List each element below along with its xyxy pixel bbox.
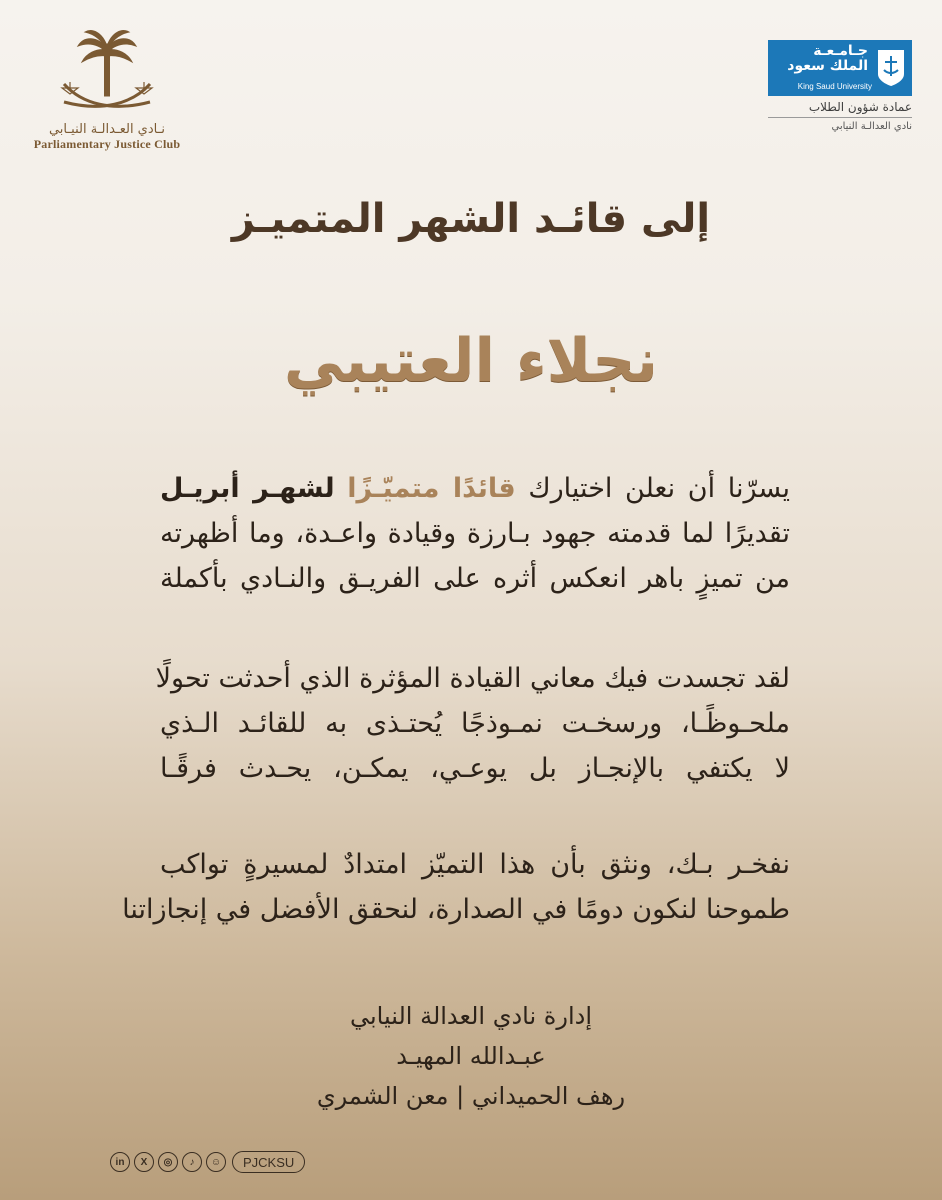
paragraph1-line3: من تميزٍ باهر انعكس أثره على الفريـق والنـادي بأكملة bbox=[160, 563, 790, 594]
palm-swords-emblem-icon bbox=[52, 28, 162, 120]
club-logo bbox=[32, 28, 182, 158]
x-icon[interactable]: X bbox=[134, 1152, 154, 1172]
ksu-logo bbox=[768, 40, 912, 132]
paragraph3-line1: نفخـر بـك، ونثق بأن هذا التميّز امتدادٌ لمسيرةٍ تواكب bbox=[160, 849, 790, 880]
ksu-arabic-line1: جـامـعـة bbox=[813, 43, 868, 59]
ksu-logo-box bbox=[768, 40, 912, 96]
linkedin-icon[interactable]: in bbox=[110, 1152, 130, 1172]
paragraph2-line1: لقد تجسدت فيك معاني القيادة المؤثرة الذي أحدثت تحولًا bbox=[155, 663, 790, 694]
paragraph1-line2: تقديرًا لما قدمته جهود بـارزة وقيادة واعـدة، وما أظهرته bbox=[160, 518, 790, 549]
paragraph1-line1-pre: يسرّنا أن نعلن اختيارك bbox=[528, 473, 790, 504]
social-links bbox=[110, 1150, 305, 1174]
instagram-icon[interactable]: ◎ bbox=[158, 1152, 178, 1172]
paragraph2-line2: ملحـوظًـا، ورسخـت نمـوذجًا يُحتـذى به للقائـد الـذي bbox=[160, 708, 790, 739]
club-name-arabic: نـادي العـدالـة النيـابي bbox=[48, 122, 166, 137]
honoree-name: نجلاء العتيبي bbox=[283, 326, 659, 396]
signature-management: إدارة نادي العدالة النيابي bbox=[349, 1002, 592, 1030]
highlight-outstanding-leader: قائدًا متميّـزًا bbox=[347, 473, 516, 504]
signature-block bbox=[0, 996, 942, 1116]
club-name-english: Parliamentary Justice Club bbox=[33, 137, 181, 151]
ksu-emblem-icon bbox=[876, 48, 906, 88]
signature-president: عبـدالله المهيـد bbox=[396, 1042, 546, 1070]
paragraph1-line1-post: لشهـر أبريـل bbox=[160, 473, 335, 504]
ksu-english-name: King Saud University bbox=[797, 82, 872, 91]
ksu-deanship: عمادة شؤون الطلاب bbox=[768, 100, 912, 118]
poster-heading: إلى قائـد الشهر المتميـز bbox=[231, 196, 711, 242]
ksu-arabic-name bbox=[787, 44, 868, 74]
social-handle[interactable]: PJCKSU bbox=[232, 1151, 305, 1173]
paragraph-announcement bbox=[160, 466, 790, 601]
paragraph1-line1 bbox=[160, 466, 790, 511]
signature-members: رهف الحميداني | معن الشمري bbox=[316, 1082, 626, 1110]
paragraph2-line3: لا يكتفي بالإنجـاز بل يوعـي، يمكـن، يحـدث فرقًـا bbox=[160, 753, 790, 784]
snapchat-icon[interactable]: ☺ bbox=[206, 1152, 226, 1172]
paragraph-leadership bbox=[155, 656, 790, 791]
paragraph-pride bbox=[122, 842, 790, 932]
tiktok-icon[interactable]: ♪ bbox=[182, 1152, 202, 1172]
ksu-arabic-line2: الملك سعود bbox=[787, 58, 868, 74]
paragraph3-line2: طموحنا لنكون دومًا في الصدارة، لنحقق الأفضل في إنجازاتنا bbox=[122, 894, 790, 925]
ksu-club-name: نادي العدالـة النيابي bbox=[831, 121, 912, 132]
